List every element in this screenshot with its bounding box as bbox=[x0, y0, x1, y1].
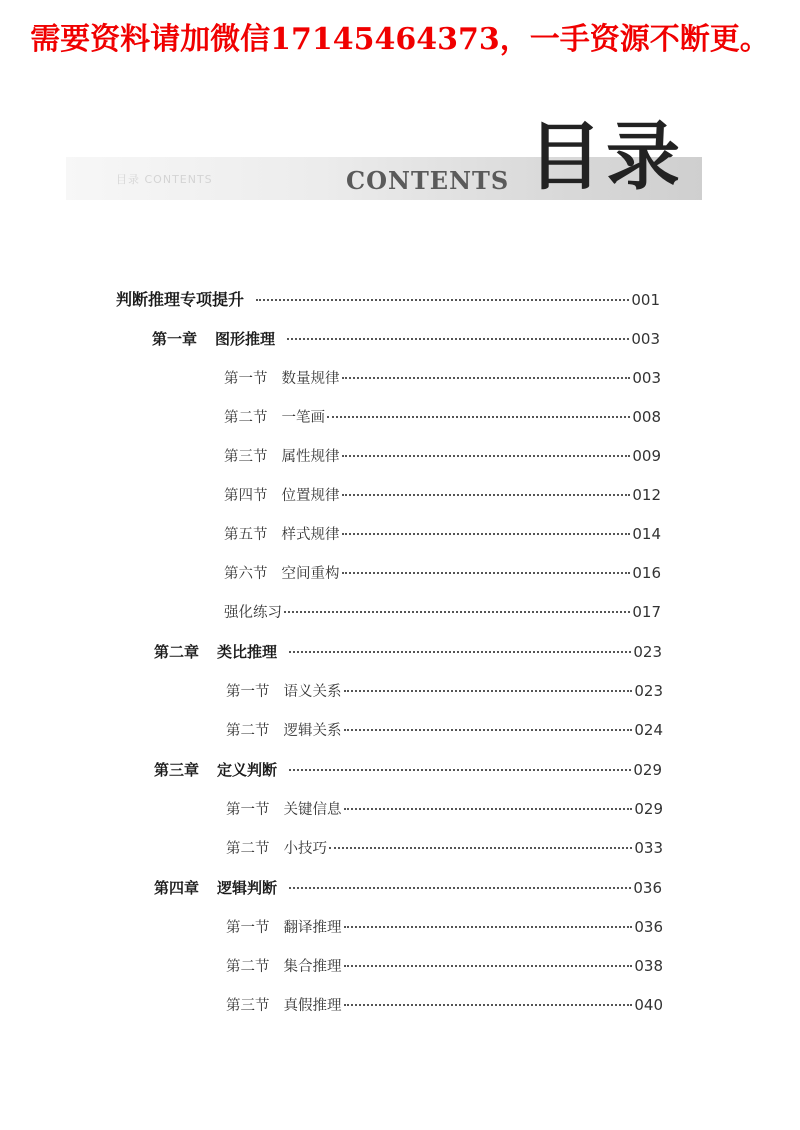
dot-leader bbox=[342, 571, 631, 574]
dot-leader bbox=[344, 728, 633, 731]
toc-entry[interactable] bbox=[154, 760, 662, 780]
toc-entry-label bbox=[226, 682, 342, 702]
toc-entry-number: 第四节 bbox=[224, 488, 268, 504]
toc-entry-title: 语义关系 bbox=[283, 684, 342, 700]
toc-entry-title: 逻辑判断 bbox=[217, 879, 278, 897]
toc-entry-label bbox=[154, 760, 287, 780]
toc-entry-page: 012 bbox=[632, 486, 661, 504]
toc-entry-title: 样式规律 bbox=[281, 527, 340, 543]
dot-leader bbox=[284, 610, 630, 613]
toc-entry[interactable] bbox=[224, 407, 661, 428]
toc-entry-number: 第一节 bbox=[226, 920, 270, 936]
dot-leader bbox=[342, 532, 631, 535]
toc-entry[interactable] bbox=[224, 485, 661, 506]
toc-entry-page: 040 bbox=[634, 996, 663, 1014]
header-faint-text: 目录 CONTENTS bbox=[116, 173, 213, 186]
dot-leader bbox=[342, 493, 631, 496]
dot-leader bbox=[344, 964, 633, 967]
toc-entry[interactable] bbox=[226, 917, 663, 938]
toc-entry-title: 数量规律 bbox=[281, 371, 340, 387]
dot-leader bbox=[342, 454, 631, 457]
contents-title-cn: 目录 bbox=[528, 114, 684, 200]
dot-leader bbox=[344, 689, 633, 692]
contents-title-en: CONTENTS bbox=[346, 166, 510, 195]
toc-entry-label bbox=[224, 525, 340, 545]
toc-entry-number: 第五节 bbox=[224, 527, 268, 543]
dot-leader bbox=[256, 298, 629, 301]
toc-entry-page: 033 bbox=[634, 839, 663, 857]
toc-entry-title: 逻辑关系 bbox=[283, 723, 342, 739]
toc-entry-label bbox=[224, 408, 325, 428]
toc-entry[interactable] bbox=[226, 838, 663, 859]
toc-entry-number: 第二节 bbox=[226, 723, 270, 739]
toc-entry[interactable] bbox=[154, 642, 662, 662]
toc-entry-title: 强化练习 bbox=[224, 605, 282, 621]
toc-entry-page: 016 bbox=[632, 564, 661, 582]
dot-leader bbox=[287, 337, 629, 340]
toc-entry[interactable] bbox=[226, 720, 663, 741]
toc-entry[interactable] bbox=[154, 878, 662, 898]
toc-entry-label bbox=[226, 918, 342, 938]
toc-entry-label bbox=[224, 603, 282, 623]
toc-entry-page: 038 bbox=[634, 957, 663, 975]
toc-entry-label bbox=[226, 957, 342, 977]
toc-entry[interactable] bbox=[226, 995, 663, 1016]
dot-leader bbox=[289, 768, 631, 771]
toc-entry-label bbox=[152, 329, 285, 349]
toc-entry-page: 009 bbox=[632, 447, 661, 465]
toc-entry[interactable] bbox=[224, 563, 661, 584]
toc-entry-title: 定义判断 bbox=[217, 761, 278, 779]
toc-entry-number: 第三章 bbox=[154, 761, 200, 779]
toc-entry[interactable] bbox=[224, 524, 661, 545]
toc-entry-title: 关键信息 bbox=[283, 802, 342, 818]
dot-leader bbox=[344, 925, 633, 928]
toc-entry-title: 类比推理 bbox=[217, 643, 278, 661]
toc-entry-label bbox=[226, 800, 342, 820]
dot-leader bbox=[344, 807, 633, 810]
toc-entry-number: 第六节 bbox=[224, 566, 268, 582]
toc-entry-page: 036 bbox=[633, 879, 662, 897]
toc-entry-page: 024 bbox=[634, 721, 663, 739]
toc-entry-label bbox=[116, 290, 254, 310]
toc-entry-label bbox=[224, 564, 340, 584]
toc-entry-label bbox=[226, 996, 342, 1016]
toc-entry-title: 判断推理专项提升 bbox=[116, 290, 245, 309]
toc-entry-label bbox=[226, 721, 342, 741]
toc-entry-number: 第二节 bbox=[226, 841, 270, 857]
toc-entry-label bbox=[224, 486, 340, 506]
toc-entry[interactable] bbox=[224, 602, 661, 623]
toc-entry-title: 位置规律 bbox=[281, 488, 340, 504]
toc-entry-number: 第二节 bbox=[224, 410, 268, 426]
toc-entry-title: 一笔画 bbox=[281, 410, 325, 426]
toc-entry[interactable] bbox=[226, 799, 663, 820]
toc-entry[interactable] bbox=[224, 446, 661, 467]
toc-entry-page: 003 bbox=[631, 330, 660, 348]
toc-entry-number: 第二节 bbox=[226, 959, 270, 975]
toc-entry-title: 小技巧 bbox=[283, 841, 327, 857]
toc-entry-label bbox=[154, 642, 287, 662]
dot-leader bbox=[342, 376, 631, 379]
toc-entry-title: 图形推理 bbox=[215, 330, 276, 348]
toc-entry-number: 第一节 bbox=[226, 802, 270, 818]
toc-entry[interactable] bbox=[224, 368, 661, 389]
toc-entry-number: 第一节 bbox=[224, 371, 268, 387]
toc-entry-page: 023 bbox=[633, 643, 662, 661]
watermark-banner: 需要资料请加微信17145464373，一手资源不断更。 bbox=[30, 22, 770, 57]
dot-leader bbox=[289, 650, 631, 653]
toc-entry-title: 真假推理 bbox=[283, 998, 342, 1014]
toc-entry-page: 003 bbox=[632, 369, 661, 387]
toc-entry-number: 第四章 bbox=[154, 879, 200, 897]
toc-entry-page: 036 bbox=[634, 918, 663, 936]
toc-entry-page: 008 bbox=[632, 408, 661, 426]
toc-entry-page: 017 bbox=[632, 603, 661, 621]
toc-entry-page: 023 bbox=[634, 682, 663, 700]
toc-entry-label bbox=[224, 369, 340, 389]
toc-entry-number: 第一章 bbox=[152, 330, 198, 348]
toc-entry[interactable] bbox=[152, 329, 660, 349]
toc-entry-label bbox=[226, 839, 327, 859]
toc-entry[interactable] bbox=[226, 681, 663, 702]
dot-leader bbox=[327, 415, 630, 418]
toc-entry-title: 空间重构 bbox=[281, 566, 340, 582]
dot-leader bbox=[344, 1003, 633, 1006]
toc-entry-page: 001 bbox=[631, 291, 660, 309]
toc-entry-number: 第一节 bbox=[226, 684, 270, 700]
toc-entry-page: 029 bbox=[634, 800, 663, 818]
toc-entry-page: 014 bbox=[632, 525, 661, 543]
dot-leader bbox=[329, 846, 632, 849]
toc-entry[interactable] bbox=[116, 290, 660, 310]
toc-entry[interactable] bbox=[226, 956, 663, 977]
toc-entry-number: 第三节 bbox=[226, 998, 270, 1014]
toc-entry-title: 集合推理 bbox=[283, 959, 342, 975]
dot-leader bbox=[289, 886, 631, 889]
toc-entry-label bbox=[154, 878, 287, 898]
toc-entry-page: 029 bbox=[633, 761, 662, 779]
toc-entry-number: 第二章 bbox=[154, 643, 200, 661]
toc-entry-title: 翻译推理 bbox=[283, 920, 342, 936]
toc-entry-label bbox=[224, 447, 340, 467]
toc-entry-number: 第三节 bbox=[224, 449, 268, 465]
toc-entry-title: 属性规律 bbox=[281, 449, 340, 465]
